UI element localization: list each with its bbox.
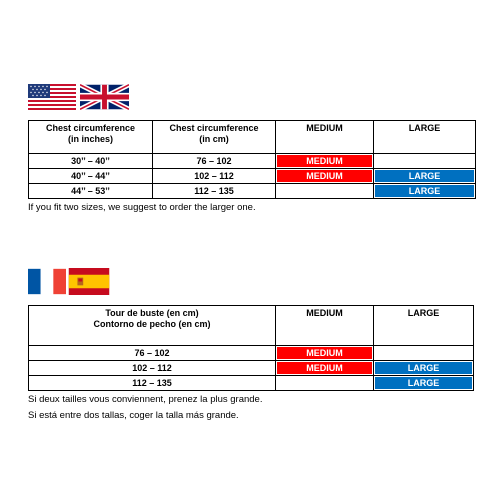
spain-flag-icon [68,268,110,295]
cm-cell: 112 – 135 [29,376,276,391]
table-row [29,376,474,391]
large-badge: LARGE [375,170,474,182]
large-badge: LARGE [375,377,472,389]
large-cell [374,376,474,391]
large-badge: LARGE [375,362,472,374]
france-flag-icon [28,268,66,295]
large-cell [374,361,474,376]
medium-cell [276,361,374,376]
header-chest-cm: Chest circumference (in cm) [153,121,276,154]
header-medium: MEDIUM [276,121,374,154]
note-en: If you fit two sizes, we suggest to order the larger one. [28,202,256,213]
cm-cell: 102 – 112 [153,169,276,184]
medium-cell [276,376,374,391]
cm-cell: 76 – 102 [29,346,276,361]
large-cell [374,169,476,184]
header-chest-inches: Chest circumference (in inches) [29,121,153,154]
medium-cell [276,346,374,361]
us-flag-icon [28,84,76,110]
note-es: Si está entre dos tallas, coger la talla más grande. [28,410,239,421]
large-badge: LARGE [375,185,474,197]
uk-flag-icon [80,84,129,110]
inches-cell: 30’’ – 40’’ [29,154,153,169]
cm-cell: 76 – 102 [153,154,276,169]
header-bust-cm: Tour de buste (en cm) Contorno de pecho (en cm) [29,306,276,346]
table-row [29,169,476,184]
size-table-en [28,120,476,199]
medium-badge: MEDIUM [277,155,372,167]
medium-badge: MEDIUM [277,362,372,374]
medium-cell [276,154,374,169]
inches-cell: 44’’ – 53’’ [29,184,153,199]
size-table-fr-es [28,305,474,391]
large-cell [374,346,474,361]
header-large: LARGE [374,121,476,154]
medium-cell [276,169,374,184]
header-large: LARGE [374,306,474,346]
cm-cell: 102 – 112 [29,361,276,376]
cm-cell: 112 – 135 [153,184,276,199]
table-row [29,361,474,376]
header-medium: MEDIUM [276,306,374,346]
table-row [29,184,476,199]
large-cell [374,154,476,169]
large-cell [374,184,476,199]
medium-badge: MEDIUM [277,347,372,359]
table-row [29,154,476,169]
table-row [29,346,474,361]
medium-cell [276,184,374,199]
inches-cell: 40’’ – 44’’ [29,169,153,184]
medium-badge: MEDIUM [277,170,372,182]
note-fr: Si deux tailles vous conviennent, prenez la plus grande. [28,394,263,405]
